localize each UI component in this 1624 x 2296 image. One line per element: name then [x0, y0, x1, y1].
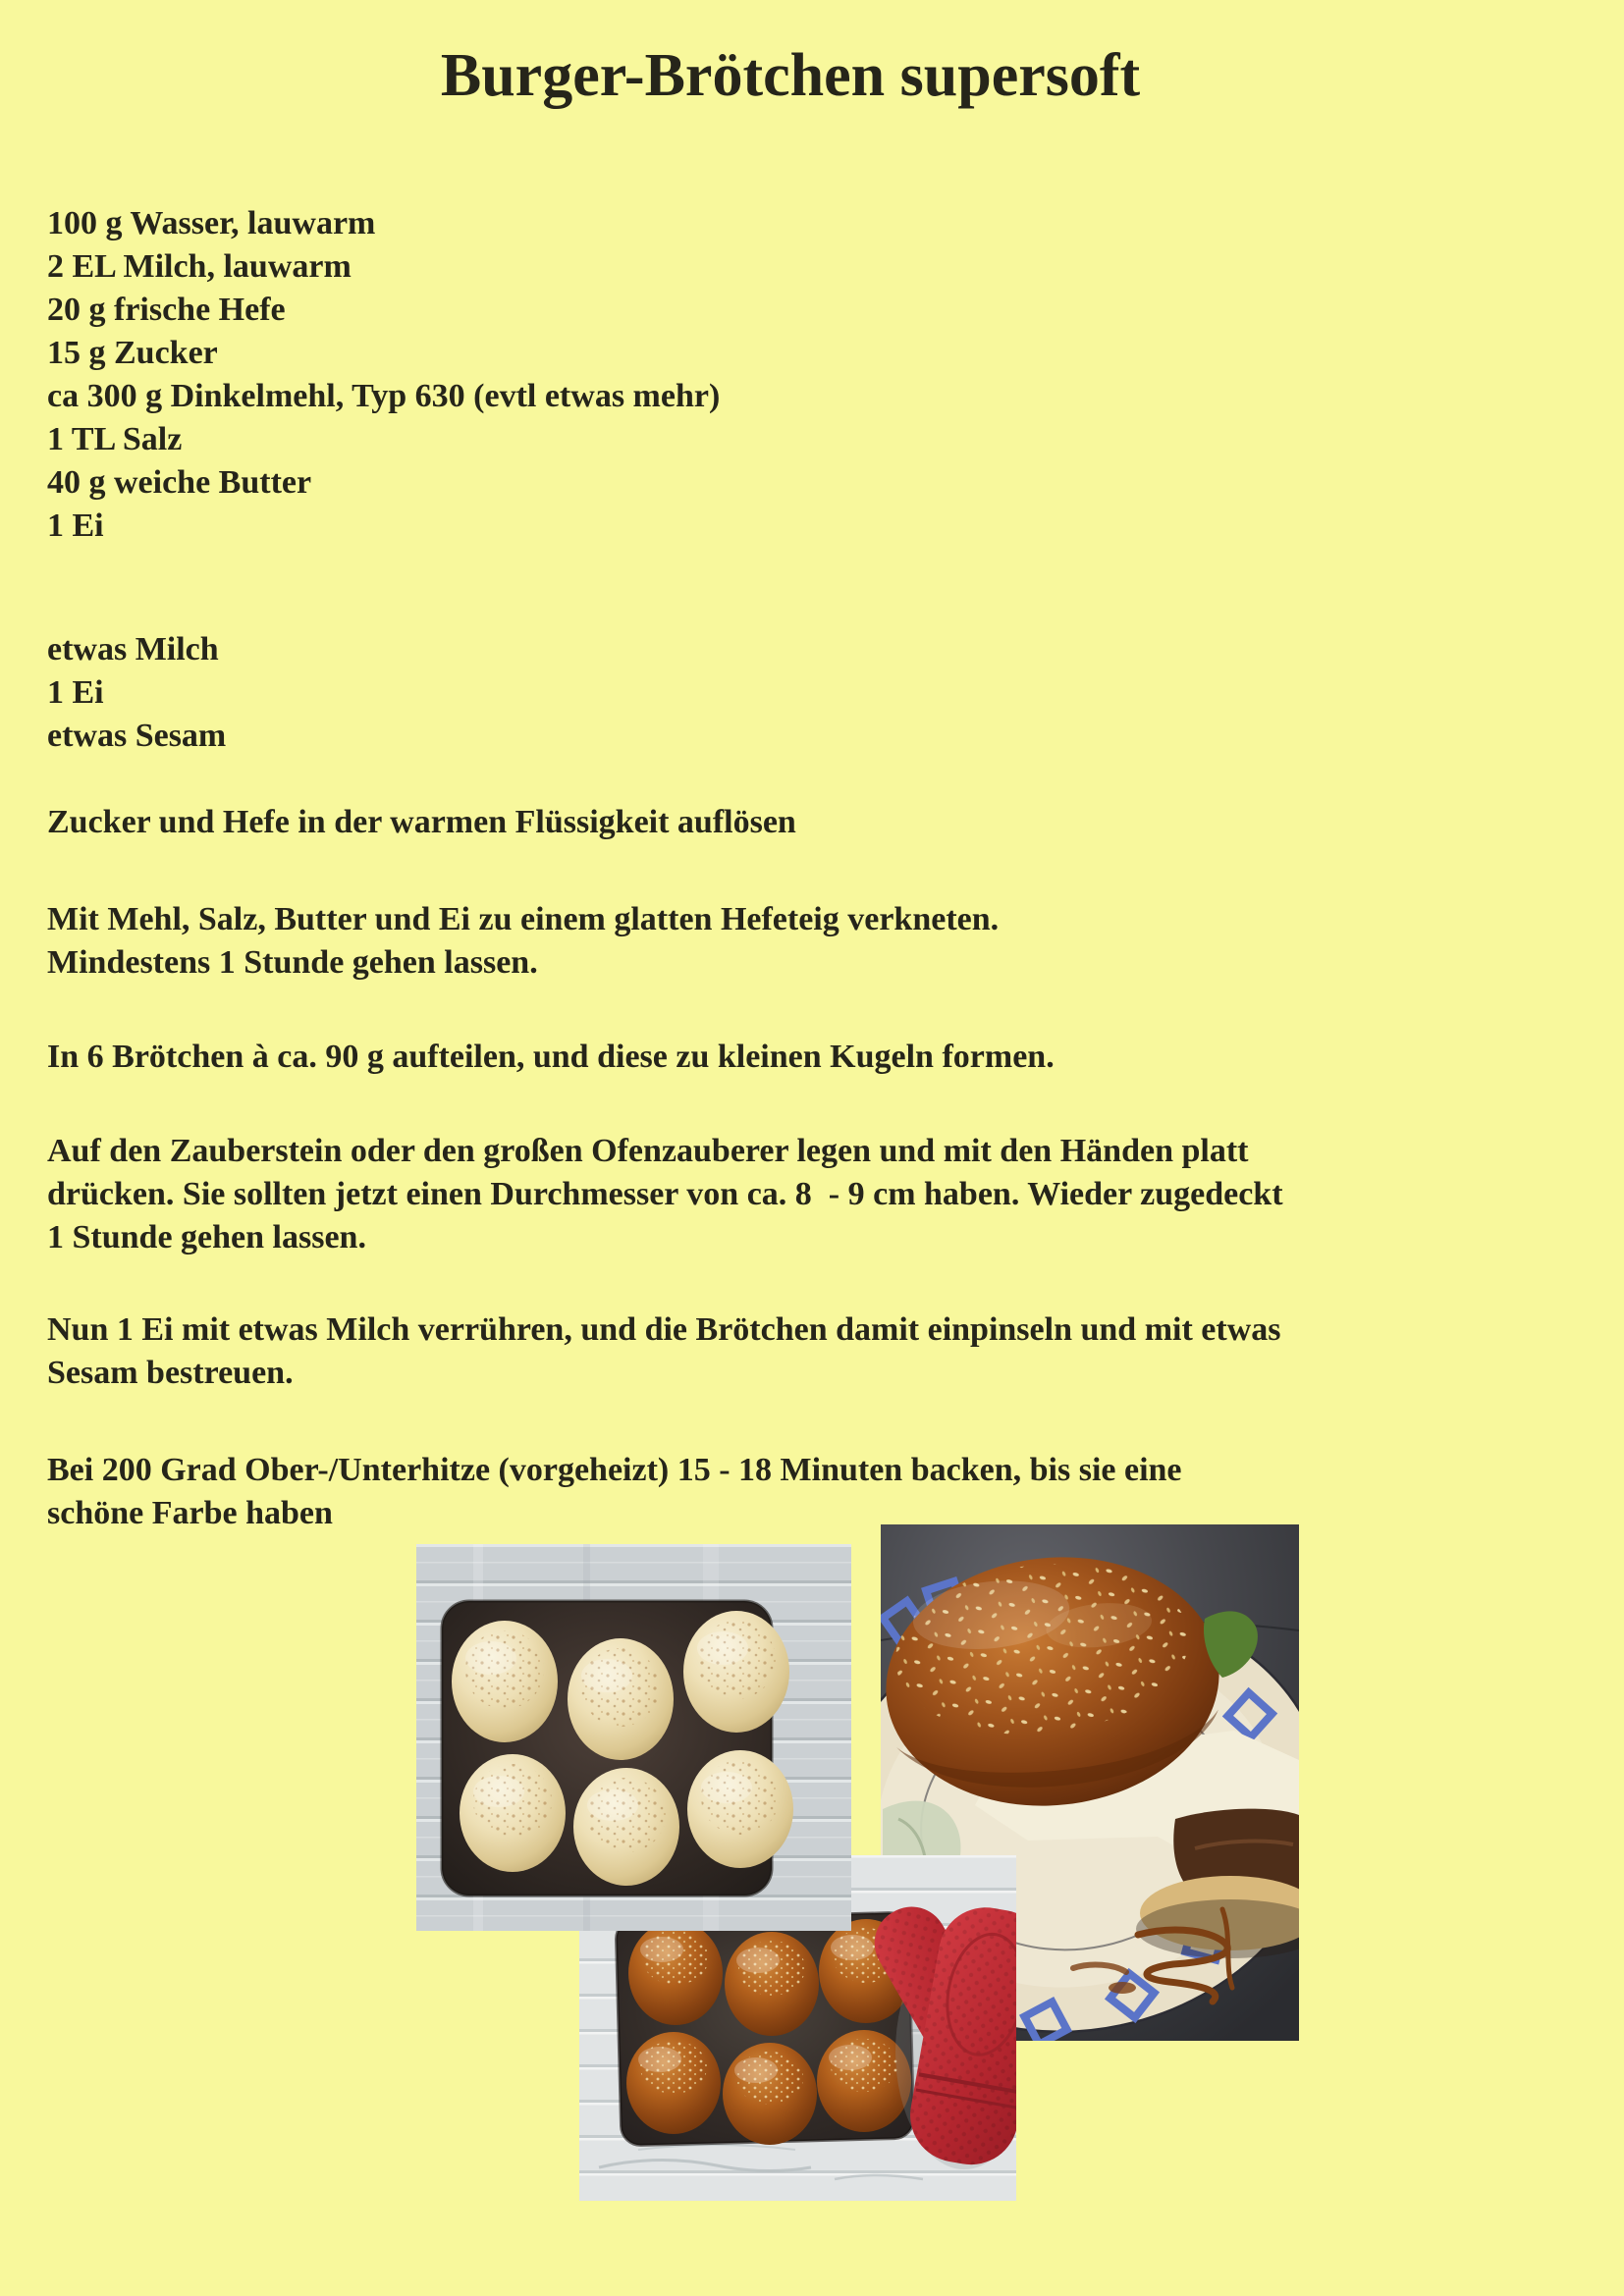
recipe-line: Auf den Zauberstein oder den großen Ofenzauberer legen und mit den Händen platt [47, 1133, 1249, 1169]
instruction-step-2 [47, 898, 1595, 985]
recipe-line: Zucker und Hefe in der warmen Flüssigkeit auflösen [47, 804, 796, 840]
recipe-line: Nun 1 Ei mit etwas Milch verrühren, und die Brötchen damit einpinseln und mit etwas [47, 1311, 1281, 1348]
recipe-line: 40 g weiche Butter [47, 464, 312, 501]
instruction-step-6 [47, 1449, 1595, 1535]
recipe-line: 15 g Zucker [47, 335, 218, 371]
recipe-line: Mindestens 1 Stunde gehen lassen. [47, 944, 538, 981]
recipe-line: drücken. Sie sollten jetzt einen Durchmesser von ca. 8 - 9 cm haben. Wieder zugedeckt [47, 1176, 1283, 1212]
recipe-line: Bei 200 Grad Ober-/Unterhitze (vorgeheizt) 15 - 18 Minuten backen, bis sie eine [47, 1452, 1182, 1488]
ingredients-list [47, 202, 1595, 548]
dough-tray-illustration [416, 1544, 851, 1931]
recipe-line: ca 300 g Dinkelmehl, Typ 630 (evtl etwas mehr) [47, 378, 721, 414]
recipe-line: 100 g Wasser, lauwarm [47, 205, 376, 241]
instruction-step-3 [47, 1036, 1595, 1079]
topping-ingredients-list [47, 628, 1595, 758]
recipe-line: Sesam bestreuen. [47, 1355, 294, 1391]
page-title: Burger-Brötchen supersoft [440, 42, 1141, 109]
instruction-step-1 [47, 801, 1595, 844]
recipe-line: Mit Mehl, Salz, Butter und Ei zu einem glatten Hefeteig verkneten. [47, 901, 1000, 937]
recipe-line: schöne Farbe haben [47, 1495, 333, 1531]
recipe-line: 20 g frische Hefe [47, 292, 286, 328]
instruction-step-5 [47, 1308, 1595, 1395]
recipe-line: 2 EL Milch, lauwarm [47, 248, 352, 285]
recipe-line: 1 Ei [47, 674, 104, 711]
recipe-line: 1 Stunde gehen lassen. [47, 1219, 366, 1255]
recipe-line: etwas Sesam [47, 718, 227, 754]
recipe-line: 1 TL Salz [47, 421, 183, 457]
instruction-step-4 [47, 1130, 1595, 1259]
dough-tray-photo [416, 1544, 851, 1931]
recipe-line: 1 Ei [47, 507, 104, 544]
recipe-line: In 6 Brötchen à ca. 90 g aufteilen, und diese zu kleinen Kugeln formen. [47, 1039, 1055, 1075]
recipe-line: etwas Milch [47, 631, 219, 667]
